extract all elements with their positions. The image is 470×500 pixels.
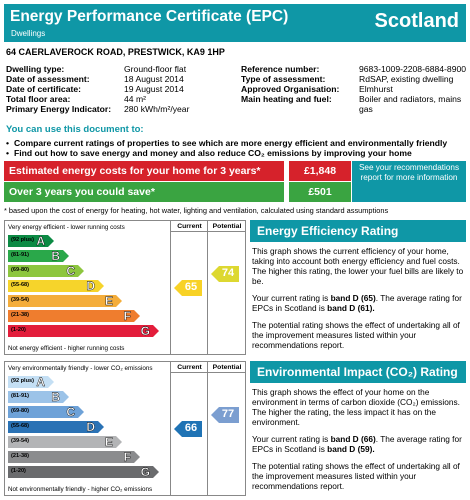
- band-range: (55-68): [11, 282, 30, 288]
- rating-band-c: [8, 406, 78, 418]
- details-right: [241, 64, 469, 114]
- cost-footnote: * based upon the cost of energy for heating, hot water, lighting and ventilation, calculated using standard assumptions: [4, 206, 389, 215]
- chart-divider: [170, 221, 171, 354]
- environment-rating-paragraph: [252, 434, 466, 454]
- potential-column-header: Potential: [212, 223, 242, 230]
- chart-divider: [171, 372, 246, 373]
- detail-row: [6, 74, 232, 84]
- detail-value: RdSAP, existing dwelling: [359, 74, 454, 84]
- use-document-bullets: [6, 138, 447, 158]
- band-tip: [134, 451, 140, 463]
- savings-value: £501: [289, 182, 351, 202]
- detail-value: 18 August 2014: [124, 74, 184, 84]
- current-band-text: band D (66): [330, 434, 376, 444]
- estimated-cost-value: £1,848: [289, 161, 351, 181]
- epc-header: [4, 4, 466, 42]
- band-range: (69-80): [11, 408, 30, 414]
- details-left: [6, 64, 232, 114]
- band-letter: D: [86, 279, 95, 293]
- detail-label: Total floor area:: [6, 94, 71, 104]
- rating-band-d: [8, 421, 98, 433]
- detail-row: [6, 104, 232, 114]
- band-letter: F: [123, 450, 131, 464]
- band-letter: C: [66, 264, 75, 278]
- rating-band-e: [8, 295, 116, 307]
- band-tip: [153, 466, 159, 478]
- band-letter: C: [66, 405, 75, 419]
- rating-band-f: [8, 451, 134, 463]
- current-column-header: Current: [177, 364, 202, 371]
- detail-label: Approved Organisation:: [241, 84, 340, 94]
- chart-divider: [170, 362, 171, 495]
- band-range: (21-38): [11, 453, 30, 459]
- detail-value: 44 m²: [124, 94, 146, 104]
- band-tip: [134, 310, 140, 322]
- certificate-title: Energy Performance Certificate (EPC): [10, 8, 289, 25]
- band-letter: B: [51, 249, 60, 263]
- detail-row: [241, 94, 469, 114]
- detail-label: Primary Energy Indicator:: [6, 104, 112, 114]
- band-range: (39-54): [11, 438, 30, 444]
- rating-band-c: [8, 265, 78, 277]
- average-band-text: band D (59).: [327, 444, 375, 454]
- detail-label: Dwelling type:: [6, 64, 65, 74]
- chart-bottom-caption: Not environmentally friendly - higher CO₂ emissions: [8, 486, 153, 493]
- detail-value: Ground-floor flat: [124, 64, 187, 74]
- band-range: (92 plus): [11, 378, 35, 384]
- band-letter: E: [104, 435, 113, 449]
- rating-band-g: [8, 466, 153, 478]
- band-letter: A: [36, 234, 45, 248]
- potential-rating-arrow: [211, 266, 239, 282]
- property-address: 64 CAERLAVEROCK ROAD, PRESTWICK, KA9 1HP: [6, 47, 225, 57]
- detail-value: Elmhurst: [359, 84, 393, 94]
- band-range: (81-91): [11, 252, 30, 258]
- band-tip: [63, 391, 69, 403]
- chart-top-caption: Very energy efficient - lower running costs: [8, 224, 125, 231]
- detail-row: [6, 64, 232, 74]
- chart-divider: [207, 362, 208, 495]
- band-range: (92 plus): [11, 237, 35, 243]
- band-tip: [153, 325, 159, 337]
- bullet-item: • Compare current ratings of properties to see which are more energy efficient and environmentally friendly: [6, 138, 447, 148]
- rating-band-d: [8, 280, 98, 292]
- detail-label: Date of certificate:: [6, 84, 81, 94]
- band-letter: B: [51, 390, 60, 404]
- average-band-text: band D (61).: [327, 303, 375, 313]
- band-range: (21-38): [11, 312, 30, 318]
- band-tip: [98, 421, 104, 433]
- detail-value: 9683-1009-2208-6884-8900: [359, 64, 467, 74]
- detail-value: 280 kWh/m²/year: [124, 104, 190, 114]
- band-letter: E: [104, 294, 113, 308]
- band-tip: [48, 376, 54, 388]
- current-rating-value: 65: [184, 281, 198, 293]
- rating-band-a: [8, 235, 48, 247]
- detail-row: [241, 84, 469, 94]
- environmental-impact-chart: [4, 361, 246, 496]
- band-range: (1-20): [11, 468, 26, 474]
- band-range: (81-91): [11, 393, 30, 399]
- potential-column-header: Potential: [212, 364, 242, 371]
- chart-bottom-caption: Not energy efficient - higher running costs: [8, 345, 125, 352]
- rating-band-b: [8, 250, 63, 262]
- current-band-text: band D (65): [330, 293, 376, 303]
- rating-text: . The average rating for EPCs in Scotland is: [252, 434, 462, 454]
- rating-band-g: [8, 325, 153, 337]
- energy-efficiency-chart: [4, 220, 246, 355]
- detail-label: Type of assessment:: [241, 74, 326, 84]
- efficiency-paragraph: This graph shows the current efficiency of your home, taking into account both energy efficiency and fuel costs. The higher this rating, the lower your fuel bills are likely to be.: [252, 246, 464, 286]
- detail-label: Date of assessment:: [6, 74, 90, 84]
- efficiency-panel-text: [252, 246, 466, 357]
- environment-panel-heading: Environmental Impact (CO₂) Rating: [250, 361, 466, 383]
- rating-band-e: [8, 436, 116, 448]
- recommendations-note: See your recommendations report for more information: [352, 161, 466, 202]
- savings-label: Over 3 years you could save*: [4, 182, 284, 202]
- band-range: (55-68): [11, 423, 30, 429]
- chart-divider: [171, 231, 246, 232]
- detail-value: 19 August 2014: [124, 84, 184, 94]
- estimated-cost-label: Estimated energy costs for your home for 3 years*: [4, 161, 284, 181]
- current-column-header: Current: [177, 223, 202, 230]
- current-rating-arrow: [174, 280, 202, 296]
- use-document-heading: You can use this document to:: [6, 124, 144, 135]
- potential-rating-value: 74: [221, 267, 235, 279]
- detail-value: Boiler and radiators, mains gas: [359, 94, 462, 114]
- detail-row: [6, 94, 232, 104]
- band-tip: [116, 295, 122, 307]
- efficiency-potential-paragraph: The potential rating shows the effect of undertaking all of the improvement measures listed within your recommendations report.: [252, 320, 460, 350]
- band-range: (69-80): [11, 267, 30, 273]
- band-tip: [78, 265, 84, 277]
- rating-band-b: [8, 391, 63, 403]
- band-letter: A: [36, 375, 45, 389]
- band-tip: [63, 250, 69, 262]
- chart-divider: [207, 221, 208, 354]
- potential-rating-arrow: [211, 407, 239, 423]
- efficiency-panel-heading: Energy Efficiency Rating: [250, 220, 466, 242]
- detail-row: [241, 64, 469, 74]
- chart-top-caption: Very environmentally friendly - lower CO₂ emissions: [8, 365, 153, 372]
- detail-row: [241, 74, 469, 84]
- band-tip: [116, 436, 122, 448]
- efficiency-rating-paragraph: [252, 293, 466, 313]
- rating-text: Your current rating is: [252, 434, 331, 444]
- bullet-item: • Find out how to save energy and money and also reduce CO₂ emissions by improving your home: [6, 148, 447, 158]
- band-letter: D: [86, 420, 95, 434]
- detail-label: Reference number:: [241, 64, 320, 74]
- current-rating-arrow: [174, 421, 202, 437]
- band-letter: G: [140, 324, 150, 338]
- rating-text: . The average rating for EPCs in Scotland is: [252, 293, 462, 313]
- band-letter: G: [140, 465, 150, 479]
- environment-panel-text: [252, 387, 466, 498]
- rating-band-f: [8, 310, 134, 322]
- band-tip: [78, 406, 84, 418]
- environment-paragraph: This graph shows the effect of your home on the environment in terms of carbon dioxide (CO₂) emissions. The higher the rating, the less impact it has on the environment.: [252, 387, 460, 427]
- potential-rating-value: 77: [221, 408, 235, 420]
- environment-potential-paragraph: The potential rating shows the effect of undertaking all of the improvement measures listed within your recommendations report.: [252, 461, 460, 491]
- country-label: Scotland: [374, 10, 459, 32]
- band-range: (1-20): [11, 327, 26, 333]
- detail-row: [6, 84, 232, 94]
- band-tip: [98, 280, 104, 292]
- band-tip: [48, 235, 54, 247]
- rating-band-a: [8, 376, 48, 388]
- band-range: (39-54): [11, 297, 30, 303]
- band-letter: F: [123, 309, 131, 323]
- certificate-subtitle: Dwellings: [11, 29, 46, 38]
- current-rating-value: 66: [184, 422, 198, 434]
- rating-text: Your current rating is: [252, 293, 331, 303]
- detail-label: Main heating and fuel:: [241, 94, 332, 104]
